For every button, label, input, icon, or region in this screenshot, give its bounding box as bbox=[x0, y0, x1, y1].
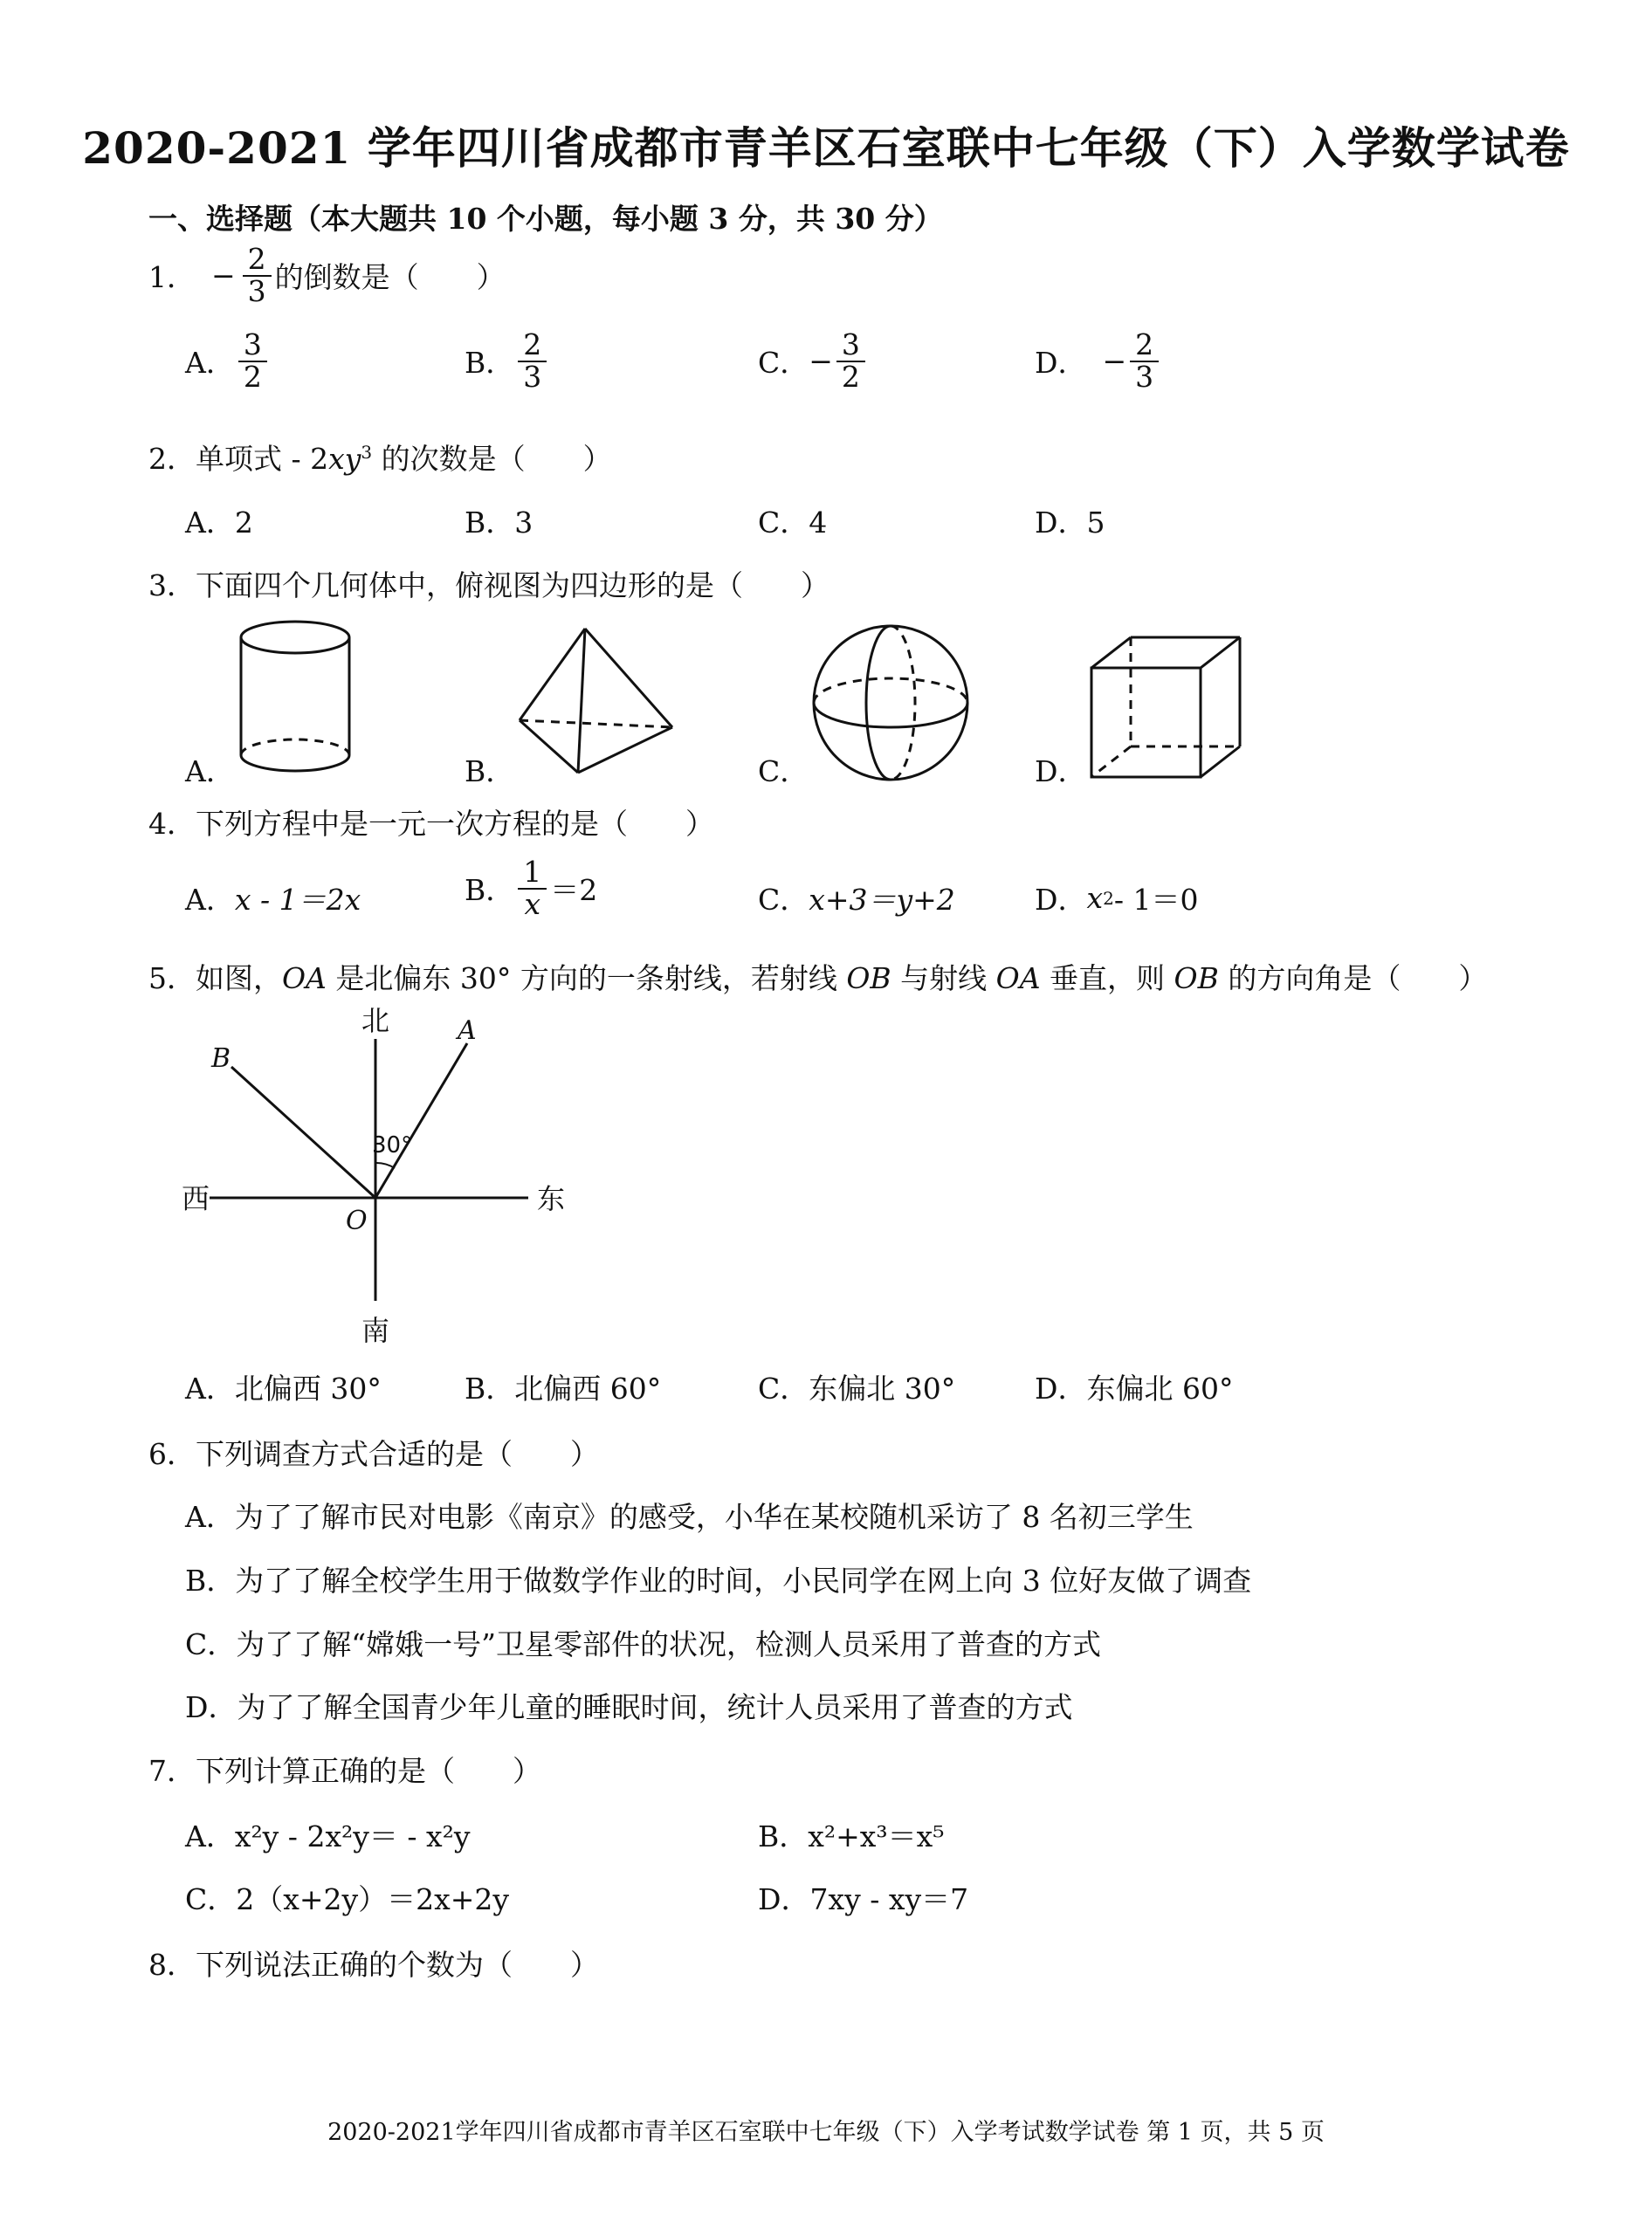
option-c: C． − $\frac{3}{2}$ bbox=[758, 330, 869, 392]
option-c: C．为了了解“嫦娥一号”卫星零部件的状况，检测人员采用了普查的方式 bbox=[185, 1627, 1101, 1661]
cylinder-figure bbox=[234, 615, 356, 781]
option-d: D． bbox=[1035, 754, 1087, 788]
point-a-label: A bbox=[458, 1015, 477, 1046]
question-2: 2．单项式 - $2xy^3$ 的次数是（ ） bbox=[148, 442, 612, 476]
option-a: A． $\frac{3}{2}$ bbox=[185, 330, 271, 392]
west-label: 西 bbox=[182, 1182, 210, 1215]
question-number: 1． bbox=[148, 260, 196, 295]
option-b: B．北偏西 60° bbox=[465, 1372, 662, 1406]
option-d: D．7xy - xy＝7 bbox=[758, 1882, 969, 1916]
option-c: C．4 bbox=[758, 505, 828, 540]
fraction: $\frac{2}{3}$ bbox=[518, 330, 547, 392]
angle-label: 30° bbox=[372, 1132, 413, 1159]
page-title: 2020-2021 学年四川省成都市青羊区石室联中七年级（下）入学数学试卷 bbox=[82, 122, 1570, 174]
option-c: C．2（x+2y）＝2x+2y bbox=[185, 1882, 510, 1916]
option-b: B． $\frac{1}{x}$ ＝2 bbox=[465, 855, 598, 921]
tetrahedron-figure bbox=[515, 624, 681, 781]
south-label: 南 bbox=[361, 1314, 390, 1347]
option-d: D． − $\frac{2}{3}$ bbox=[1035, 330, 1162, 392]
option-a: A．北偏西 30° bbox=[185, 1372, 382, 1406]
cube-figure bbox=[1087, 633, 1253, 786]
denominator: 3 bbox=[247, 273, 266, 308]
option-c: C． bbox=[758, 754, 809, 788]
east-label: 东 bbox=[537, 1182, 566, 1215]
option-a: A．为了了解市民对电影《南京》的感受，小华在某校随机采访了 8 名初三学生 bbox=[185, 1500, 1194, 1534]
option-a: A． x - 1＝2x bbox=[185, 883, 361, 917]
option-d: D．5 bbox=[1035, 505, 1105, 540]
question-3: 3．下面四个几何体中，俯视图为四边形的是（ ） bbox=[148, 568, 829, 602]
fraction: $\frac{1}{x}$ bbox=[518, 857, 547, 919]
option-b: B． $\frac{2}{3}$ bbox=[465, 330, 550, 392]
option-b: B．x²+x³＝x⁵ bbox=[758, 1819, 945, 1853]
option-d: D．东偏北 60° bbox=[1035, 1372, 1234, 1406]
fraction: $\frac{2}{3}$ bbox=[1130, 330, 1159, 392]
point-b-label: B bbox=[211, 1043, 231, 1074]
page-footer: 2020-2021学年四川省成都市青羊区石室联中七年级（下）入学考试数学试卷 第 1 页，共 5 页 bbox=[327, 2119, 1325, 2146]
north-label: 北 bbox=[361, 1004, 390, 1037]
fraction bbox=[243, 244, 272, 306]
option-d: D．为了了解全国青少年儿童的睡眠时间，统计人员采用了普查的方式 bbox=[185, 1690, 1073, 1724]
option-a: A．2 bbox=[185, 505, 253, 540]
option-c: C． x+3＝y+2 bbox=[758, 883, 955, 917]
question-5: 5．如图，OA 是北偏东 30° 方向的一条射线，若射线 OB 与射线 OA 垂直，则 OB 的方向角是（ ） bbox=[148, 961, 1488, 995]
sphere-figure bbox=[808, 620, 974, 786]
option-a: A． bbox=[185, 754, 235, 788]
option-b: B． bbox=[465, 754, 515, 788]
option-b: B．3 bbox=[465, 505, 533, 540]
point-o-label: O bbox=[346, 1206, 368, 1236]
question-4: 4．下列方程中是一元一次方程的是（ ） bbox=[148, 807, 714, 841]
question-8: 8．下列说法正确的个数为（ ） bbox=[148, 1948, 599, 1982]
option-d: D． x 2 - 1＝0 bbox=[1035, 881, 1199, 917]
numerator: 2 bbox=[243, 244, 272, 277]
minus-sign: − bbox=[211, 258, 236, 293]
fraction: $\frac{3}{2}$ bbox=[836, 330, 865, 392]
direction-diagram bbox=[175, 1004, 594, 1353]
option-a: A．x²y - 2x²y＝ - x²y bbox=[185, 1819, 471, 1853]
fraction: $\frac{3}{2}$ bbox=[238, 330, 267, 392]
option-c: C．东偏北 30° bbox=[758, 1372, 956, 1406]
option-b: B．为了了解全校学生用于做数学作业的时间，小民同学在网上向 3 位好友做了调查 bbox=[185, 1564, 1252, 1598]
question-7: 7．下列计算正确的是（ ） bbox=[148, 1754, 541, 1788]
question-text: 的倒数是（ ） bbox=[274, 260, 506, 295]
question-6: 6．下列调查方式合适的是（ ） bbox=[148, 1437, 599, 1471]
section-heading: 一、选择题（本大题共 10 个小题，每小题 3 分，共 30 分） bbox=[148, 202, 943, 236]
question-1 bbox=[148, 244, 506, 306]
